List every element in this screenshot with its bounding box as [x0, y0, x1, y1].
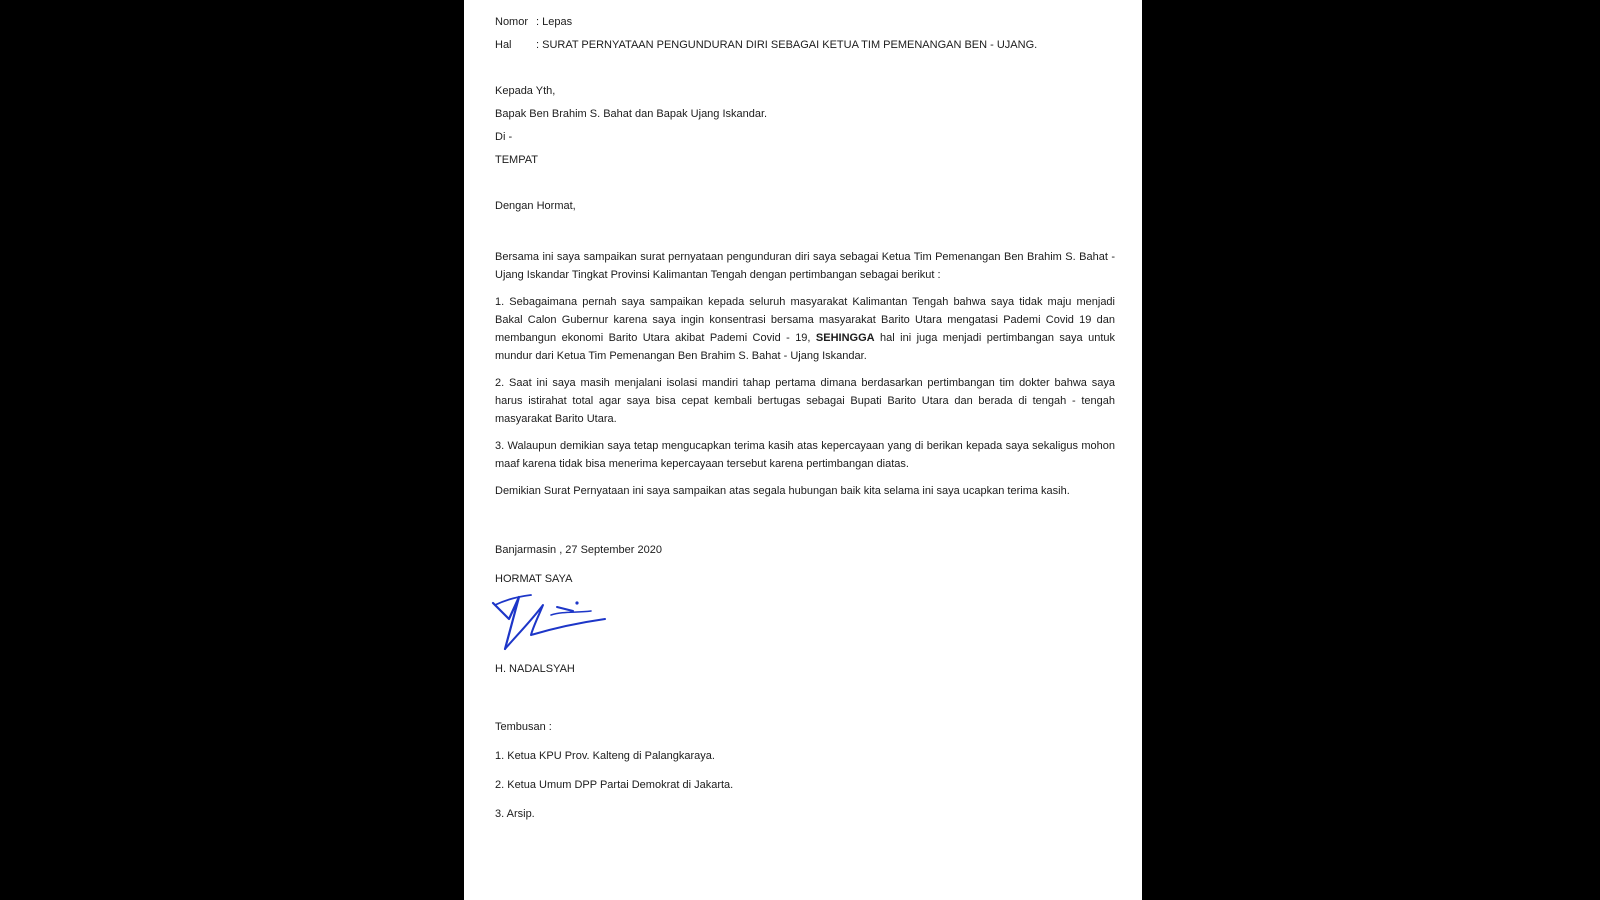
recipient-name: Bapak Ben Brahim S. Bahat dan Bapak Ujang Iskandar.: [495, 108, 768, 120]
cc-item-1: 1. Ketua KPU Prov. Kalteng di Palangkaraya.: [495, 750, 715, 762]
letter-content: [495, 13, 1115, 823]
cc-item-3: 3. Arsip.: [495, 808, 535, 820]
intro-paragraph: Bersama ini saya sampaikan surat pernyataan pengunduran diri saya sebagai Ketua Tim Pemenangan Ben Brahim S. Bahat - Ujang Iskandar Tingkat Provinsi Kalimantan Tengah dengan pertimbangan sebagai berikut :: [495, 251, 1115, 281]
recipient-di: Di -: [495, 131, 513, 143]
hal-value: : SURAT PERNYATAAN PENGUNDURAN DIRI SEBAGAI KETUA TIM PEMENANGAN BEN - UJANG.: [536, 39, 1038, 51]
regards: HORMAT SAYA: [495, 573, 573, 585]
hal-line: [495, 36, 1115, 54]
hal-label: Hal: [495, 39, 512, 51]
cc-item-2: 2. Ketua Umum DPP Partai Demokrat di Jakarta.: [495, 779, 734, 791]
point-2-paragraph: 2. Saat ini saya masih menjalani isolasi mandiri tahap pertama dimana berdasarkan pertimbangan tim dokter bahwa saya harus istirahat total agar saya bisa cepat kembali bertugas sebagai Bupati Barito Utara dan berada di tengah - tengah masyarakat Barito Utara.: [495, 377, 1115, 425]
closing-paragraph: Demikian Surat Pernyataan ini saya sampaikan atas segala hubungan baik kita selama ini saya ucapkan terima kasih.: [495, 485, 1070, 497]
letter-page: [464, 0, 1142, 900]
signer-name: H. NADALSYAH: [495, 663, 575, 675]
nomor-value: : Lepas: [536, 16, 573, 28]
handwritten-signature: [491, 591, 609, 657]
recipient-place: TEMPAT: [495, 154, 538, 166]
cc-title: Tembusan :: [495, 721, 552, 733]
point-3-paragraph: 3. Walaupun demikian saya tetap mengucapkan terima kasih atas kepercayaan yang di berikan kepada saya sekaligus mohon maaf karena tidak bisa menerima kepercayaan tersebut karena pertimbangan diatas.: [495, 440, 1115, 470]
nomor-line: [495, 13, 1115, 31]
point-1-paragraph: [495, 293, 1115, 365]
place-date: Banjarmasin , 27 September 2020: [495, 544, 662, 556]
recipient-greeting: Kepada Yth,: [495, 85, 556, 97]
point-1-emphasis: SEHINGGA: [815, 332, 875, 344]
point-1-text: 1. Sebagaimana pernah saya sampaikan kepada seluruh masyarakat Kalimantan Tengah bahwa saya tidak maju menjadi Bakal Calon Gubernur karena saya ingin konsentrasi bersama masyarakat Barito Utara mengatasi Pademi Covid 19 dan membangun ekonomi Barito Utara akibat Pademi Covid - 19,: [495, 296, 1115, 344]
point-1-text-end: hal ini juga menjadi pertimbangan saya untuk mundur dari Ketua Tim Pemenangan Ben Brahim S. Bahat - Ujang Iskandar.: [495, 332, 1115, 362]
salutation: Dengan Hormat,: [495, 200, 576, 212]
nomor-label: Nomor: [495, 16, 529, 28]
